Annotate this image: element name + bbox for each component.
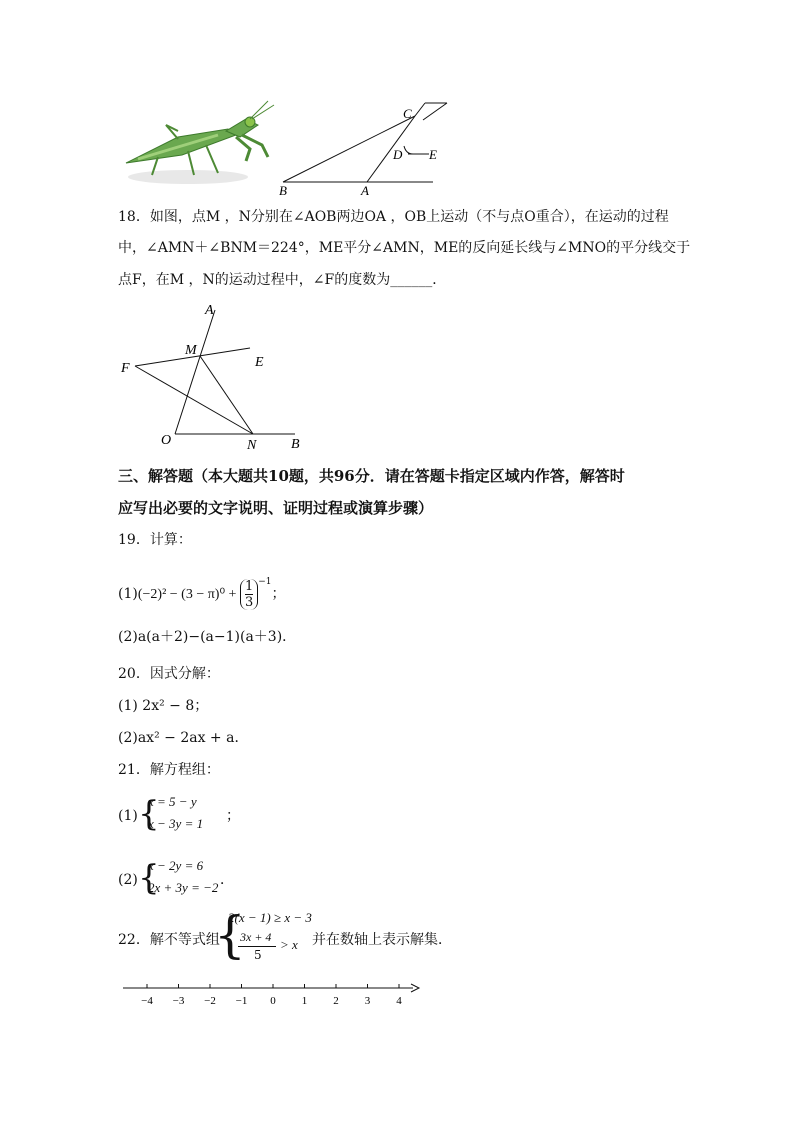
label-F: F xyxy=(121,361,130,376)
label-A: A xyxy=(361,183,369,198)
label-E: E xyxy=(255,355,264,370)
q22-brace: { xyxy=(214,906,246,964)
tick-label: −4 xyxy=(141,995,153,1007)
q22-suffix: 并在数轴上表示解集． xyxy=(312,932,452,948)
section3-heading-line1: 三、解答题（本大题共10题，共96分．请在答题卡指定区域内作答，解答时 xyxy=(118,467,625,485)
q21-p1-brace: { xyxy=(138,794,160,834)
q21-p2-brace: { xyxy=(138,858,160,898)
q21-p1-end: ； xyxy=(226,808,240,824)
q22-ineq2-den: 5 xyxy=(254,948,262,962)
q22-fraction-bar xyxy=(238,946,276,947)
q21-head: 21．解方程组： xyxy=(118,762,220,778)
figure-17-geometry xyxy=(275,98,455,198)
label-E: E xyxy=(429,147,437,162)
q21-p2-label: (2) xyxy=(118,872,138,888)
section3-heading-line2: 应写出必要的文字说明、证明过程或演算步骤） xyxy=(118,499,434,517)
q22-ineq2-rhs: > x xyxy=(280,937,298,952)
q20-part1: (1) 2x² − 8； xyxy=(118,698,209,714)
q22-ineq1: 2(x − 1) ≥ x − 3 xyxy=(228,910,312,925)
q19-p1-end: ； xyxy=(271,586,286,602)
q19-head: 19．计算： xyxy=(118,532,192,548)
q21-p2-end: ． xyxy=(220,872,234,888)
label-A: A xyxy=(205,303,214,318)
q19-p1-prefix: (1) xyxy=(118,586,138,602)
q18-line3: 点F，在M ，N的运动过程中，∠F的度数为______． xyxy=(118,272,447,288)
label-O: O xyxy=(161,433,172,448)
label-D: D xyxy=(393,147,403,162)
tick-label: 4 xyxy=(396,995,402,1007)
tick-label: 0 xyxy=(270,995,276,1007)
q19-part1 xyxy=(118,572,286,612)
q19-p1-fraction xyxy=(240,579,258,610)
label-N: N xyxy=(247,438,257,453)
label-M: M xyxy=(185,343,197,358)
label-B: B xyxy=(291,437,300,452)
q22-ineq2-num: 3x + 4 xyxy=(240,930,272,944)
q18-line1: 18．如图，点M ，N分别在∠AOB两边OA ，OB上运动（不与点O重合），在运动的过程 xyxy=(118,209,669,225)
mantis-image xyxy=(118,95,278,190)
q21-p2-eq2: 2x + 3y = −2 xyxy=(148,880,219,895)
q21-p1-eq2: x − 3y = 1 xyxy=(148,816,204,831)
q21-p1-label: (1) xyxy=(118,808,138,824)
tick-label: −2 xyxy=(204,995,216,1007)
label-B: B xyxy=(279,183,287,198)
q22-prefix: 22．解不等式组 xyxy=(118,932,220,948)
tick-label: 2 xyxy=(333,995,339,1007)
label-C: C xyxy=(403,106,412,121)
figure-18-geometry xyxy=(115,298,315,453)
q20-head: 20．因式分解： xyxy=(118,666,220,682)
tick-label: 1 xyxy=(301,995,308,1007)
number-line xyxy=(115,980,425,1010)
q21-p1-eq1: x = 5 − y xyxy=(148,794,197,809)
tick-label: −1 xyxy=(235,995,248,1007)
tick-label: 3 xyxy=(364,995,371,1007)
q22 xyxy=(118,906,578,968)
q20-part2: (2)ax² − 2ax + a． xyxy=(118,730,249,746)
q21-p2-eq1: x − 2y = 6 xyxy=(148,858,204,873)
q18-line2: 中，∠AMN＋∠BNM＝224°，ME平分∠AMN，ME的反向延长线与∠MNO的平分线交于 xyxy=(118,240,691,256)
q19-p1-expr: (−2)² − (3 − π)⁰ + xyxy=(137,587,240,602)
q19-part2: (2)a(a＋2)−(a−1)(a＋3)． xyxy=(118,629,297,645)
q19-frac-num: 1 xyxy=(244,578,254,594)
q19-p1-exp: −1 xyxy=(258,577,272,587)
q19-frac-den: 3 xyxy=(244,594,254,610)
tick-label: −3 xyxy=(172,995,185,1007)
